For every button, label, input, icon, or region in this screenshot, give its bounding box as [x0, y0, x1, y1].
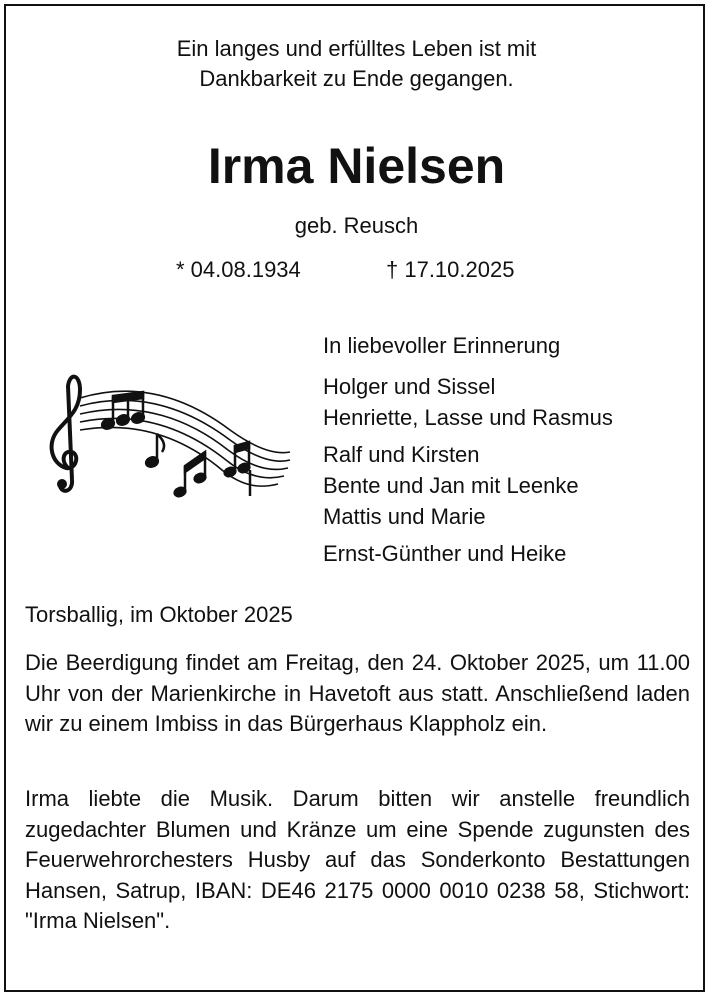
- music-notes-icon: [40, 360, 292, 500]
- donation-paragraph: Irma liebte die Musik. Darum bitten wir anstelle freundlich zugedachter Blumen und Kränze um eine Spende zugunsten des Feuerwehrorchesters Husby auf das Sonderkonto Bestattungen Hansen, Satrup, IBAN: DE46 2175 0000 0010 0238 58, Stichwort: "Irma Nielsen".: [25, 786, 690, 934]
- family-member: Henriette, Lasse und Rasmus: [323, 405, 613, 430]
- place-date: Torsballig, im Oktober 2025: [25, 602, 293, 627]
- birth-name: geb. Reusch: [294, 213, 419, 238]
- intro-line-1: Ein langes und erfülltes Leben ist mit: [176, 36, 537, 61]
- funeral-paragraph: Die Beerdigung findet am Freitag, den 24. Oktober 2025, um 11.00 Uhr von der Marienkirche in Havetoft aus statt. Anschließend laden wir zu einem Imbiss in das Bürgerhaus Klappholz ein.: [25, 650, 690, 737]
- family-group-1: [323, 371, 613, 433]
- family-member: Ralf und Kirsten: [323, 442, 480, 467]
- intro-line-2: Dankbarkeit zu Ende gegangen.: [199, 66, 514, 91]
- family-member: Holger und Sissel: [323, 374, 496, 399]
- family-list: [323, 330, 613, 575]
- family-member: Ernst-Günther und Heike: [323, 541, 567, 566]
- family-member: Mattis und Marie: [323, 504, 486, 529]
- family-group-2: [323, 439, 613, 532]
- intro-text: [0, 34, 713, 94]
- deceased-name: Irma Nielsen: [207, 138, 506, 194]
- birth-date: * 04.08.1934: [176, 257, 301, 282]
- death-date: † 17.10.2025: [386, 257, 515, 282]
- family-heading: In liebevoller Erinnerung: [323, 333, 561, 358]
- family-group-3: [323, 538, 613, 569]
- family-member: Bente und Jan mit Leenke: [323, 473, 579, 498]
